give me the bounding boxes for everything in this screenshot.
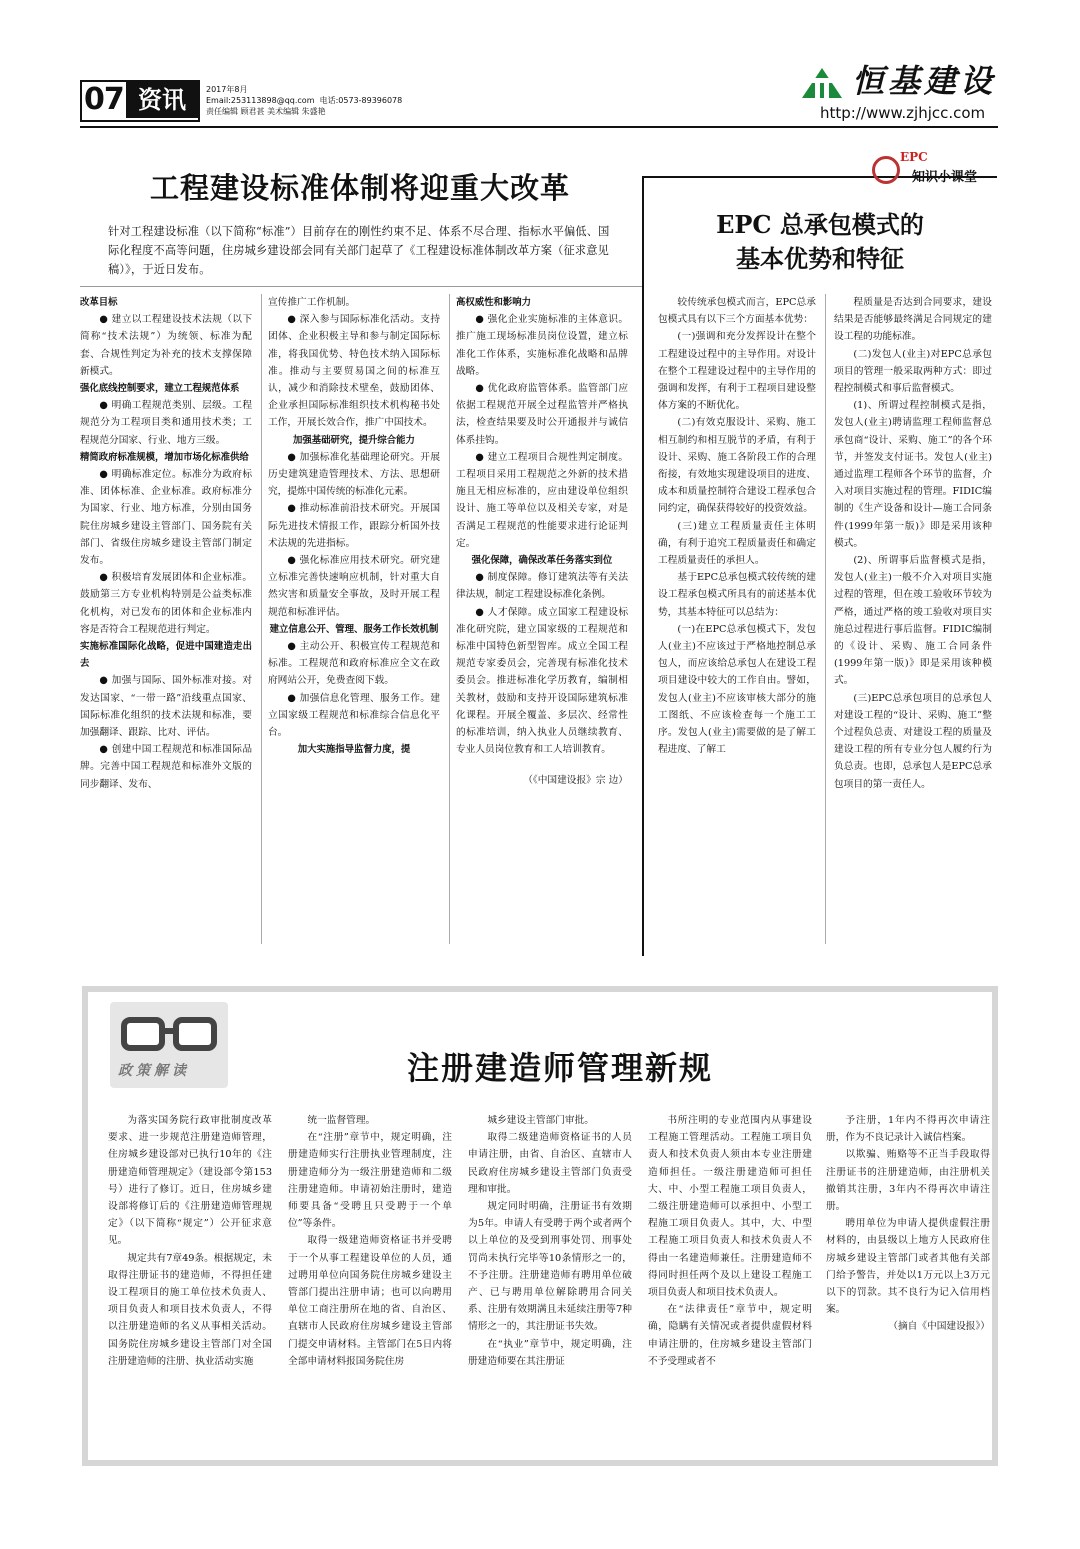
company-url-link[interactable]: http://www.zjhjcc.com xyxy=(820,104,986,122)
epc-column-1 xyxy=(658,294,816,758)
issue-editors: 责任编辑 顾君甚 美术编辑 朱盛艳 xyxy=(206,107,326,116)
company-logo-icon xyxy=(800,64,844,100)
paragraph: ● 加强标准化基础理论研究。开展历史建筑建造管理技术、方法、思想研究，提炼中国传统的标准化元素。 xyxy=(268,451,440,498)
paragraph: ● 推动标准前沿技术研究。开展国际先进技术情报工作，跟踪分析国外技术法规的先进指标。 xyxy=(268,503,440,549)
header-divider xyxy=(80,126,998,128)
subheading: 改革目标 xyxy=(80,297,118,308)
registration-title: 注册建造师管理新规 xyxy=(406,1049,713,1087)
paragraph: ● 优化政府监管体系。监管部门应依据工程规范开展全过程监管并严格执法，检查结果要及时公开通报并与诚信体系挂钩。 xyxy=(456,383,628,446)
registration-column-5 xyxy=(826,1112,990,1336)
paragraph: 聘用单位为申请人提供虚假注册材料的，由县级以上地方人民政府住房城乡建设主管部门或者其他有关部门给予警告，并处以1万元以上3万元以下的罚款。其不良行为记入信用档案。 xyxy=(826,1218,990,1316)
epc-badge-tag: EPC xyxy=(900,150,928,164)
paragraph: (二)有效克服设计、采购、施工相互制约和相互脱节的矛盾，有利于设计、采购、施工各阶段工作的合理衔接，有效地实现建设项目的进度、成本和质量控制符合建设工程承包合同约定，确保获得较好的投资效益。 xyxy=(658,417,816,515)
paragraph: (三)建立工程质量责任主体明确，有利于追究工程质量责任和确定工程质量责任的承担人。 xyxy=(658,520,816,567)
paragraph: 规定共有7章49条。根据规定，未取得注册证书的建造师，不得担任建设工程项目的施工单位技术负责人、项目负责人和项目技术负责人，不得以注册建造师的名义从事相关活动。国务院住房城乡建设主管部门对全国注册建造师的注册、执业活动实施 xyxy=(108,1252,272,1367)
epc-badge-icon xyxy=(872,156,900,184)
paragraph: ● 建立以工程建设技术法规（以下简称“技术法规”）为统领、标准为配套、合规性判定为补充的技术支撑保障新模式。 xyxy=(80,314,252,377)
paragraph: (2)、所谓事后监督模式是指，发包人(业主)一般不介入对项目实施过程的管理，但在竣工验收环节较为严格，通过严格的竣工验收对项目实施总过程进行事后监督。FIDIC编制的《设计、采购、施工合同条件(1999年第一版)》即是采用该种模式。 xyxy=(834,555,992,687)
column-divider xyxy=(449,294,450,944)
subheading: 建立信息公开、管理、服务工作长效机制 xyxy=(269,623,439,635)
lead-divider xyxy=(80,286,642,287)
epc-badge-label: 知识小课堂 xyxy=(912,170,978,185)
article-source: （《中国建设报》宗 边） xyxy=(523,775,628,787)
article-column-3 xyxy=(456,294,628,790)
subheading: 加大实施指导监督力度，提 xyxy=(297,744,411,756)
paragraph: (1)、所谓过程控制模式是指，发包人(业主)聘请监理工程师监督总承包商“设计、采购、施工”的各个环节，并签发支付证书。发包人(业主)通过监理工程师各个环节的监督，介入对项目实施过程的管理。FIDIC编制的《生产设备和设计—施工合同条件(1999年第一版)》即是采用该种模式。 xyxy=(834,400,992,549)
paragraph: ● 制度保障。修订建筑法等有关法律法规，制定工程建设标准化条例。 xyxy=(456,572,628,601)
epc-title xyxy=(660,208,980,276)
paragraph: ● 明确标准定位。标准分为政府标准、团体标准、企业标准。政府标准分为国家、行业、地方标准，分别由国务院住房城乡建设主管部门、国务院有关部门、省级住房城乡建设主管部门制定发布。 xyxy=(80,469,252,567)
article-lead: 针对工程建设标准（以下简称“标准”）目前存在的刚性约束不足、体系不尽合理、指标水平偏低、国际化程度不高等问题，住房城乡建设部会同有关部门起草了《工程建设标准体制改革方案（征求意见稿）》，于近日发布。 xyxy=(108,225,610,276)
epc-title-line-1: EPC 总承包模式的 xyxy=(716,210,924,239)
paragraph: ● 深入参与国际标准化活动。支持团体、企业积极主导和参与制定国际标准，将我国优势、特色技术纳入国际标准。推动与主要贸易国之间的标准互认，减少和消除技术壁垒，鼓励团体、企业承担国际标准组织技术机构秘书处工作，开展长效合作，推广中国技术。 xyxy=(268,314,440,429)
issue-date: 2017年8月 xyxy=(206,85,248,94)
paragraph: 书所注明的专业范围内从事建设工程施工管理活动。工程施工项目负责人和技术负责人须由本专业注册建造师担任。一级注册建造师可担任大、中、小型工程施工项目负责人，二级注册建造师可以承担中、小型工程施工项目负责人。其中，大、中型工程施工项目负责人和技术负责人不得由一名建造师兼任。注册建造师不得同时担任两个及以上建设工程施工项目负责人和项目技术负责人。 xyxy=(648,1115,812,1299)
company-logo-name: 恒基建设 xyxy=(852,62,997,100)
issue-email: Email:253113898@qq.com xyxy=(206,96,315,105)
registration-column-2 xyxy=(288,1112,452,1370)
issue-phone: 电话:0573-89396078 xyxy=(319,96,403,105)
page-number: 07 xyxy=(84,82,124,117)
paragraph: 为落实国务院行政审批制度改革要求、进一步规范注册建造师管理，住房城乡建设部对已执行10年的《注册建造师管理规定》（建设部令第153号）进行了修订。近日，住房城乡建设部将修订后的《注册建造师管理规定》（以下简称“规定”）公开征求意见。 xyxy=(108,1115,272,1247)
subheading: 强化保障，确保改革任务落实到位 xyxy=(471,555,613,567)
paragraph: (二)发包人(业主)对EPC总承包项目的管理一般采取两种方式：即过程控制模式和事后监督模式。 xyxy=(834,348,992,395)
paragraph: 规定同时明确，注册证书有效期为5年。申请人有受聘于两个或者两个以上单位的及受到刑事处罚、刑事处罚尚未执行完毕等10条情形之一的，不予注册。注册建造师有聘用单位破产、已与聘用单位解除聘用合同关系、注册有效期满且未延续注册等7种情形之一的，其注册证书失效。 xyxy=(468,1201,632,1333)
column-logo-text: 政策解读 xyxy=(118,1063,190,1079)
subheading: 强化底线控制要求，建立工程规范体系 xyxy=(80,383,240,395)
paragraph: ● 明确工程规范类别、层级。工程规范分为工程项目类和通用技术类；工程规范分国家、行业、地方三级。 xyxy=(80,400,252,446)
paragraph: (一)在EPC总承包模式下，发包人(业主)不应该过于严格地控制总承包人，而应该给总承包人在建设工程项目建设中较大的工作自由。譬如，发包人(业主)不应该审核大部分的施工图纸、不应该检查每一个施工工序。发包人(业主)需要做的是了解工程进度、了解工 xyxy=(658,623,816,756)
paragraph: 基于EPC总承包模式较传统的建设工程承包模式所具有的前述基本优势，其基本特征可以总结为： xyxy=(658,572,816,618)
paragraph: (三)EPC总承包项目的总承包人对建设工程的“设计、采购、施工”整个过程负总责、对建设工程的质量及建设工程的所有专业分包人履约行为负总责。也即，总承包人是EPC总承包项目的第一责任人。 xyxy=(834,692,992,790)
article-column-1 xyxy=(80,294,252,793)
registration-column-4 xyxy=(648,1112,812,1370)
paragraph: (一)强调和充分发挥设计在整个工程建设过程中的主导作用。对设计在整个工程建设过程中的主导作用的强调和发挥，有利于工程项目建设整体方案的不断优化。 xyxy=(658,331,816,412)
paragraph: ● 强化企业实施标准的主体意识。推广施工现场标准员岗位设置，建立标准化工作体系，实施标准化战略和品牌战略。 xyxy=(456,314,628,377)
subheading: 实施标准国际化战略，促进中国建造走出去 xyxy=(80,641,252,670)
subheading: 高权威性和影响力 xyxy=(456,297,532,308)
paragraph: 程质量是否达到合同要求，建设结果是否能够最终满足合同规定的建设工程的功能标准。 xyxy=(834,297,992,343)
paragraph: ● 加强与国际、国外标准对接。对发达国家、“一带一路”沿线重点国家、国际标准化组织的技术法规和标准，要加强翻译、跟踪、比对、评估。 xyxy=(80,675,252,739)
article-column-2 xyxy=(268,294,440,758)
paragraph: ● 人才保障。成立国家工程建设标准化研究院，建立国家级的工程规范和标准中国特色新型智库。成立全国工程规范专家委员会，完善现有标准化技术委员会。推进标准化学历教育，编制相关教材，鼓励和支持开设国际建筑标准化课程。开展全覆盖、多层次、经常性的标准培训，纳入执业人员继续教育、专业人员岗位教育和工人培训教育。 xyxy=(456,606,628,756)
paragraph: 予注册，1年内不得再次申请注册，作为不良记录计入诚信档案。 xyxy=(826,1115,990,1144)
paragraph: 统一监督管理。 xyxy=(307,1115,376,1126)
paragraph: 在“法律责任”章节中，规定明确，隐瞒有关情况或者提供虚假材料申请注册的，住房城乡建设主管部门不予受理或者不 xyxy=(648,1304,812,1367)
issue-info xyxy=(206,84,402,117)
column-divider xyxy=(825,294,826,944)
article-title: 工程建设标准体制将迎重大改革 xyxy=(149,171,570,205)
column-divider xyxy=(261,294,262,944)
article-source: （摘自《中国建设报》） xyxy=(888,1321,990,1333)
subheading: 精简政府标准规模，增加市场化标准供给 xyxy=(80,451,249,463)
paragraph: ● 积极培育发展团体和企业标准。鼓励第三方专业机构特别是公益类标准化机构，对已发布的团体和企业标准内容是否符合工程规范进行判定。 xyxy=(80,572,252,635)
paragraph: 宣传推广工作机制。 xyxy=(268,297,356,308)
paragraph: ● 创建中国工程规范和标准国际品牌。完善中国工程规范和标准外文版的同步翻译、发布、 xyxy=(80,744,252,790)
paragraph: 在“执业”章节中，规定明确，注册建造师要在其注册证 xyxy=(468,1338,632,1367)
paragraph: 在“注册”章节中，规定明确，注册建造师实行注册执业管理制度，注册建造师分为一级注册建造师和二级注册建造师。申请初始注册时，建造师要具备“受聘且只受聘于一个单位”等条件。 xyxy=(288,1132,452,1230)
paragraph: 较传统承包模式而言，EPC总承包模式具有以下三个方面基本优势： xyxy=(658,297,816,326)
paragraph: 以欺骗、贿赂等不正当手段取得注册证书的注册建造师，由注册机关撤销其注册，3年内不得再次申请注册。 xyxy=(826,1149,990,1213)
paragraph: 取得二级建造师资格证书的人员申请注册，由省、自治区、直辖市人民政府住房城乡建设主管部门负责受理和审批。 xyxy=(468,1132,632,1195)
subheading: 加强基础研究，提升综合能力 xyxy=(293,434,415,446)
paragraph: 取得一级建造师资格证书并受聘于一个从事工程建设单位的人员，通过聘用单位向国务院住房城乡建设主管部门提出注册申请；也可以向聘用单位工商注册所在地的省、自治区、直辖市人民政府住房城乡建设主管部门提交申请材料。主管部门在5日内将全部申请材料报国务院住房 xyxy=(288,1235,452,1367)
paragraph: ● 强化标准应用技术研究。研究建立标准完善快速响应机制，针对重大自然灾害和质量安全事故，及时开展工程规范和标准评估。 xyxy=(268,555,440,618)
paragraph: ● 建立工程项目合规性判定制度。工程项目采用工程规范之外新的技术措施且无相应标准的，应由建设单位组织设计、施工等单位以及相关专家，对是否满足工程规范的性能要求进行论证判定。 xyxy=(456,451,628,549)
epc-title-line-2: 基本优势和特征 xyxy=(736,244,904,273)
section-name: 资讯 xyxy=(126,82,198,118)
registration-column-1 xyxy=(108,1112,272,1370)
epc-column-2 xyxy=(834,294,992,793)
paragraph: 城乡建设主管部门审批。 xyxy=(487,1115,594,1126)
issue-contact xyxy=(206,95,402,106)
paragraph: ● 主动公开、积极宣传工程规范和标准。工程规范和政府标准应全文在政府网站公开，免费查阅下载。 xyxy=(268,641,440,687)
paragraph: ● 加强信息化管理、服务工作。建立国家级工程规范和标准综合信息化平台。 xyxy=(268,692,440,739)
registration-column-3 xyxy=(468,1112,632,1370)
